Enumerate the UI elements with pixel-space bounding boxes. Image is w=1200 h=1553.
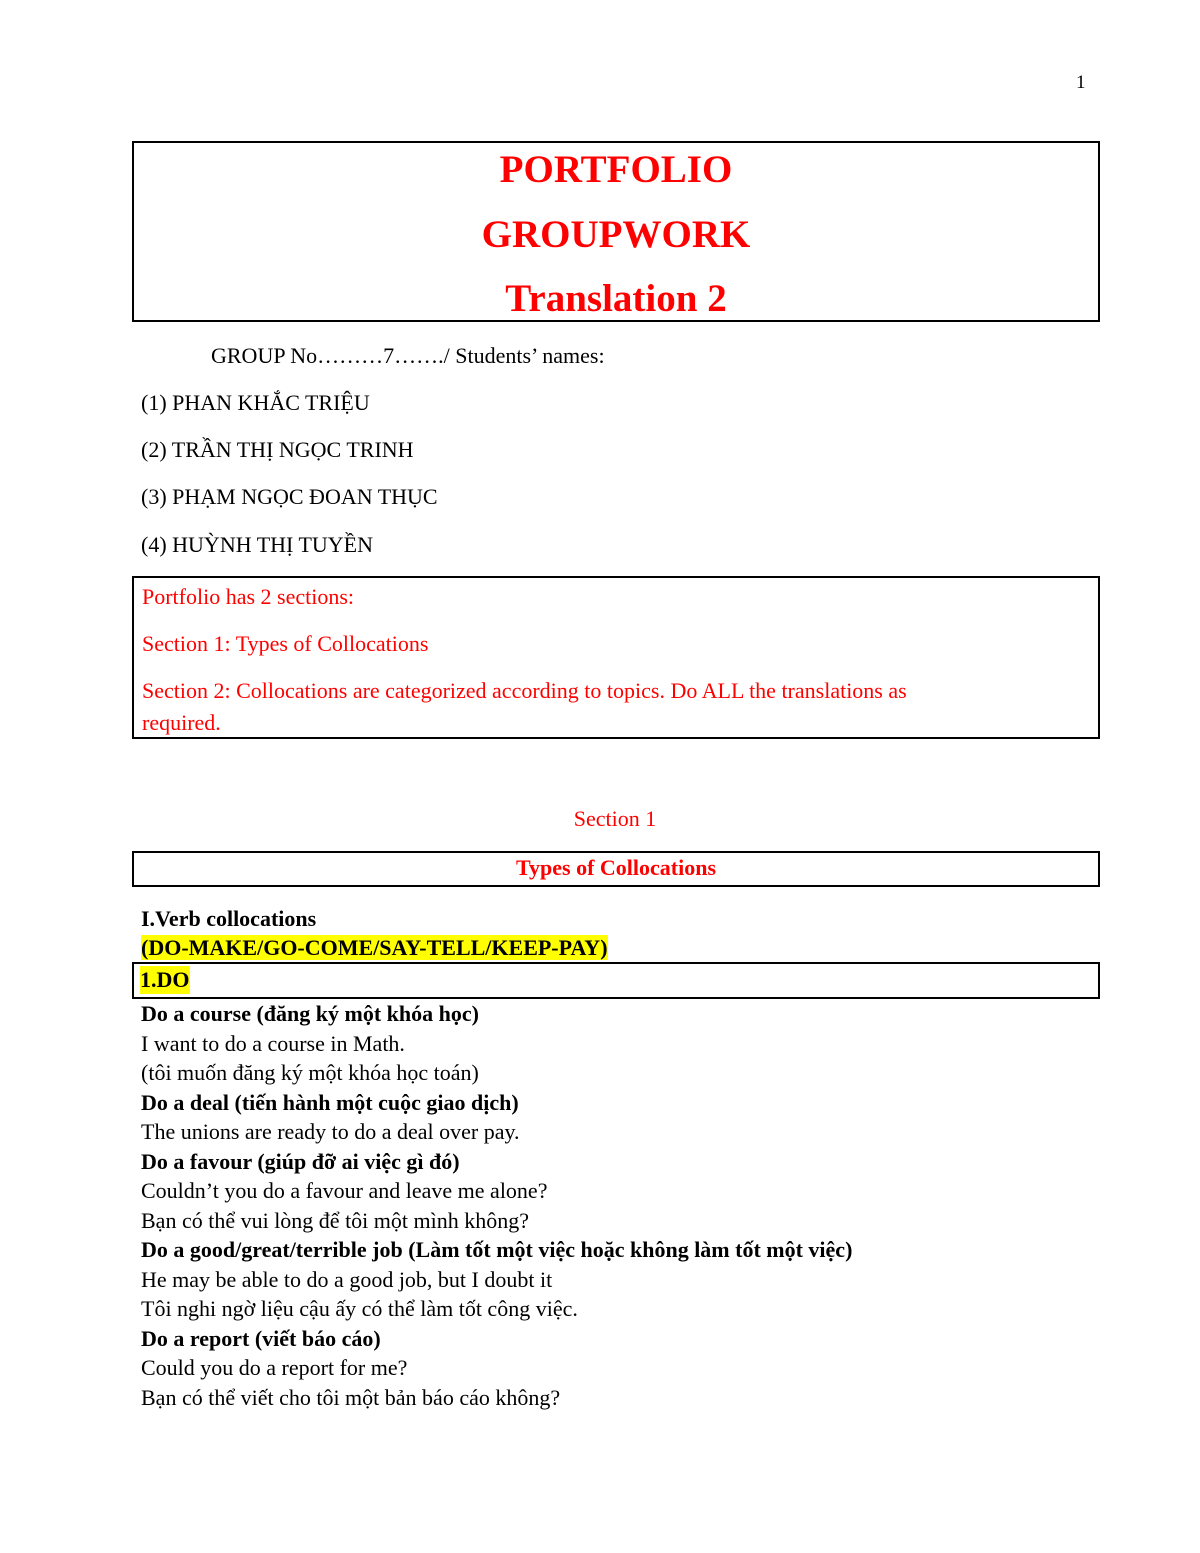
student-1: (1) PHAN KHẮC TRIỆU (141, 390, 370, 415)
entry-term: Do a favour (giúp đỡ ai việc gì đó) (141, 1148, 460, 1174)
entry-term: Do a report (viết báo cáo) (141, 1325, 381, 1351)
info-line-3: Section 2: Collocations are categorized according to topics. Do ALL the translations as (142, 678, 907, 703)
entries (141, 999, 852, 1412)
verb-heading: I.Verb collocations (141, 906, 317, 931)
section-label: Section 1 (573, 806, 657, 831)
entry-translation: Bạn có thể viết cho tôi một bản báo cáo không? (141, 1384, 561, 1410)
entry-example: I want to do a course in Math. (141, 1030, 405, 1056)
entry-term: Do a course (đăng ký một khóa học) (141, 1001, 479, 1026)
title-box (132, 141, 1100, 322)
verb-subheading (141, 934, 608, 962)
entry-translation: (tôi muốn đăng ký một khóa học toán) (141, 1060, 479, 1085)
types-box (132, 851, 1100, 887)
student-3: (3) PHẠM NGỌC ĐOAN THỤC (141, 484, 438, 509)
entry-term: Do a good/great/terrible job (Làm tốt một việc hoặc không làm tốt một việc) (141, 1237, 853, 1262)
do-box (132, 962, 1100, 999)
title-groupwork: GROUPWORK (481, 213, 751, 256)
info-line-2: Section 1: Types of Collocations (142, 631, 429, 656)
group-line: GROUP No………7……./ Students’ names: (211, 343, 605, 368)
entry-example: Couldn’t you do a favour and leave me alone? (141, 1178, 548, 1203)
types-title: Types of Collocations (515, 855, 717, 880)
entry-translation: Bạn có thể vui lòng để tôi một mình không? (141, 1207, 530, 1233)
info-line-1: Portfolio has 2 sections: (142, 584, 355, 609)
entry-example: He may be able to do a good job, but I doubt it (141, 1266, 553, 1292)
entry-example: The unions are ready to do a deal over pay. (141, 1119, 520, 1144)
student-4: (4) HUỲNH THỊ TUYỀN (141, 532, 373, 557)
do-label: 1.DO (140, 967, 190, 992)
title-portfolio: PORTFOLIO (499, 148, 733, 191)
info-line-4: required. (142, 710, 221, 735)
student-2: (2) TRẦN THỊ NGỌC TRINH (141, 437, 414, 462)
title-translation: Translation 2 (505, 277, 727, 320)
verb-subheading-text: (DO-MAKE/GO-COME/SAY-TELL/KEEP-PAY) (141, 935, 608, 960)
entry-translation: Tôi nghi ngờ liệu cậu ấy có thể làm tốt công việc. (141, 1296, 578, 1321)
entry-example: Could you do a report for me? (141, 1355, 408, 1380)
page-number: 1 (1076, 72, 1086, 93)
info-box (132, 576, 1100, 739)
entry-term: Do a deal (tiến hành một cuộc giao dịch) (141, 1089, 519, 1115)
